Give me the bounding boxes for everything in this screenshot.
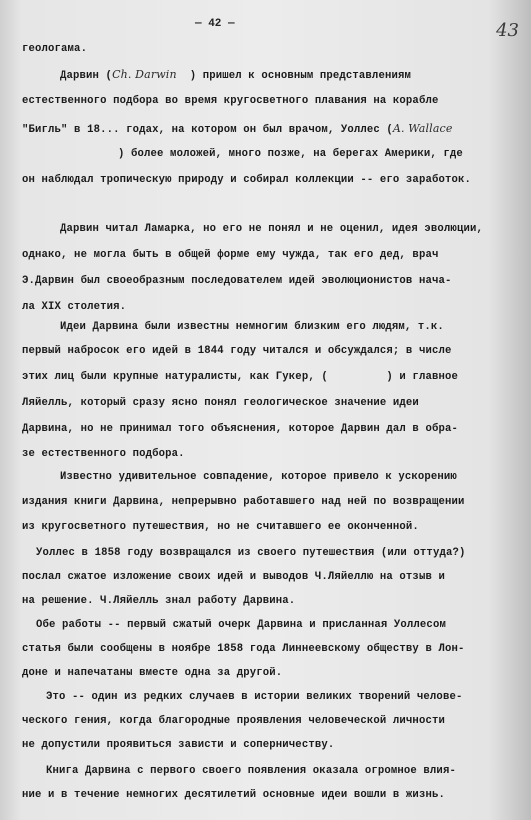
text-line: не допустили проявиться зависти и соперничеству. — [22, 739, 335, 751]
text-line: Известно удивительное совпадение, которое привело к ускорению — [60, 471, 457, 483]
text-line: статья были сообщены в ноябре 1858 года Линнеевскому обществу в Лон- — [22, 643, 465, 655]
text-line: Идеи Дарвина были известны немногим близким его людям, т.к. — [60, 321, 444, 333]
text-line: Э.Дарвин был своеобразным последователем идей эволюционистов нача- — [22, 275, 452, 287]
text-line: Обе работы -- первый сжатый очерк Дарвина и присланная Уоллесом — [36, 619, 446, 631]
text-line: послал сжатое изложение своих идей и выводов Ч.Ляйеллю на отзыв и — [22, 571, 445, 583]
text-line: Ляйелль, который сразу ясно понял геологическое значение идеи — [22, 397, 419, 409]
text-line: ла XIX столетия. — [22, 301, 127, 313]
page-number: — 42 — — [195, 18, 235, 30]
text-line: ние и в течение немногих десятилетий основные идеи вошли в жизнь. — [22, 789, 445, 801]
typed-fragment: ) пришел к основным представлениям — [176, 70, 411, 82]
text-line: зе естественного подбора. — [22, 448, 185, 460]
text-line: Дарвин читал Ламарка, но его не понял и не оценил, идея эволюции, — [60, 223, 483, 235]
handwritten-name: A. Wallace — [392, 122, 453, 135]
text-line: естественного подбора во время кругосветного плавания на корабле — [22, 95, 439, 107]
text-line: Книга Дарвина с первого своего появления оказала огромное влия- — [46, 765, 456, 777]
text-line: ческого гения, когда благородные проявления человеческой личности — [22, 715, 445, 727]
typed-fragment: "Бигль" в 18... годах, на котором он был врачом, Уоллес ( — [22, 124, 393, 136]
text-line: однако, не могла быть в общей форме ему чужда, так его дед, врач — [22, 249, 439, 261]
handwritten-name: Ch. Darwin — [112, 68, 177, 81]
text-line — [22, 122, 453, 136]
text-line: он наблюдал тропическую природу и собирал коллекции -- его заработок. — [22, 174, 472, 186]
text-line — [60, 68, 411, 82]
text-line: Уоллес в 1858 году возвращался из своего путешествия (или оттуда?) — [36, 547, 466, 559]
text-line: Дарвина, но не принимал того объяснения, которое Дарвин дал в обра- — [22, 423, 458, 435]
text-line: первый набросок его идей в 1844 году читался и обсуждался; в числе — [22, 345, 452, 357]
typed-fragment: Дарвин ( — [60, 70, 113, 82]
text-line: Это -- один из редких случаев в истории великих творений челове- — [46, 691, 463, 703]
text-line: геологама. — [22, 43, 88, 55]
text-line: из кругосветного путешествия, но не считавшего ее оконченной. — [22, 521, 419, 533]
text-line: ) более моложей, много позже, на берегах Америки, где — [118, 148, 463, 160]
text-line: на решение. Ч.Ляйелль знал работу Дарвина. — [22, 595, 296, 607]
text-line: доне и напечатаны вместе одна за другой. — [22, 667, 283, 679]
text-line: этих лиц были крупные натуралисты, как Гукер, ( ) и главное — [22, 371, 458, 383]
archive-number: 43 — [496, 20, 519, 41]
text-line: издания книги Дарвина, непрерывно работавшего над ней по возвращении — [22, 496, 465, 508]
